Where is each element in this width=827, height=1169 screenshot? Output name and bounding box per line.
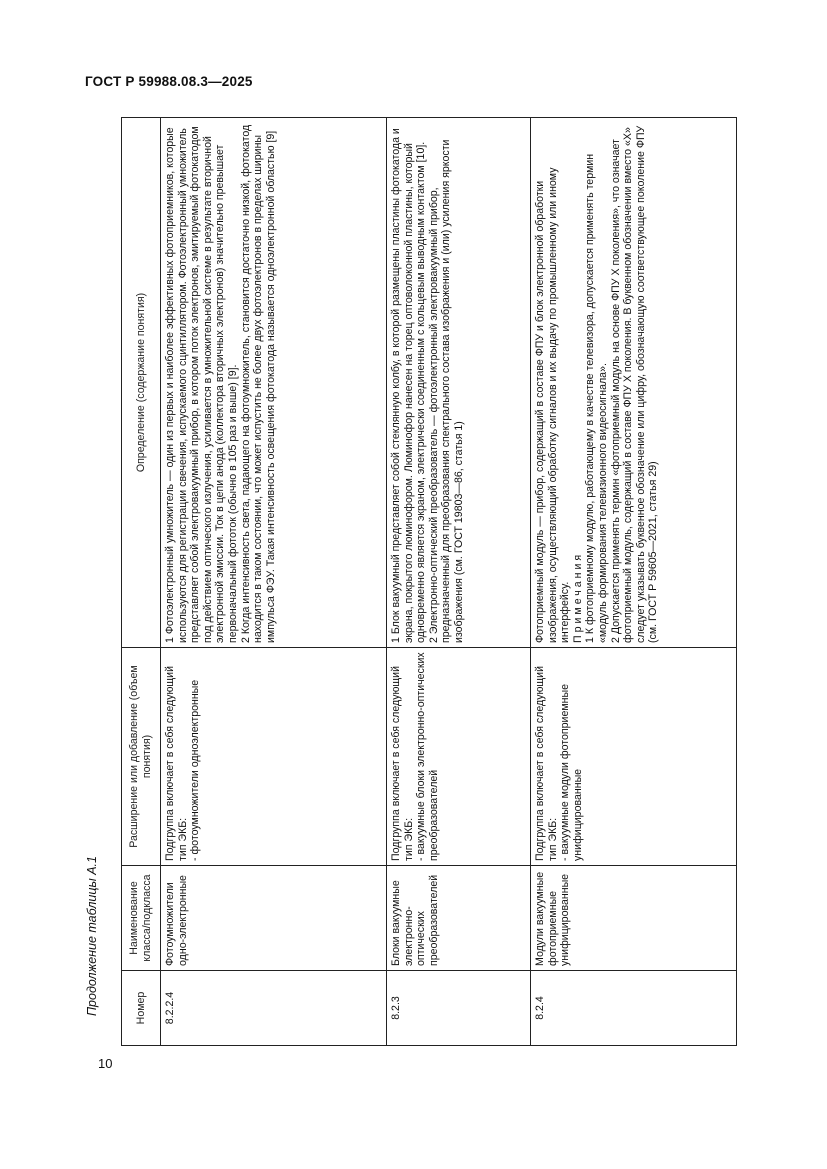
row-extension [387,648,531,866]
column-header-number: Номер [122,971,161,1046]
column-header-extension: Расширение или добавление (объем понятия) [122,648,161,866]
rotated-table-container [121,118,737,1046]
classification-table [121,117,737,1046]
extension-line: - фотоумножители одноэлектронные [189,679,202,861]
definition-note: 1 К фотоприемному модулю, работающему в качестве телевизора, допускается применять термин «модуль формирования телевизионного видеосигнала». [584,153,609,643]
extension-line: - вакуумные модули фотоприемные унифицированные [559,684,584,861]
row-number: 8.2.4 [531,971,737,1046]
row-name: Блоки вакуумные электронно-оптических преобразователей [387,866,531,971]
page-number: 10 [98,1056,113,1071]
row-definition [161,118,387,648]
extension-line: Подгруппа включает в себя следующий тип ЭКБ: [164,666,189,861]
definition-paragraph: 2 Когда интенсивность света, падающего на фотоумножитель, становится достаточно низкой, фотокатод находится в таком состоянии, что может испустить не более двух фотоэлектронов в пределах ширины импульса ФЭУ. Такая интенсивность освещения фотокатода называется одноэлектронной областью [9] [239,124,277,643]
definition-paragraph: Фотоприемный модуль — прибор, содержащий в составе ФПУ и блок электронной обработки изображения, осуществляющий обработку сигналов и их выдачу по промышленному или иному интерфейсу. [534,167,572,643]
column-header-definition: Определение (содержание понятия) [122,118,161,648]
row-number: 8.2.3 [387,971,531,1046]
extension-line: - вакуумные блоки электронно-оптических преобразователей [415,652,440,861]
table-header-row [122,118,161,1046]
column-header-name: Наименование класса/подкласса [122,866,161,971]
row-number: 8.2.2.4 [161,971,387,1046]
document-header: ГОСТ Р 59988.08.3—2025 [85,74,253,89]
definition-note: 2 Допускается применять термин «фотоприемный модуль на основе ФПУ X поколения», что означает фотоприемный модуль, содержащий в составе ФПУ X поколения. В буквенном обозначении вместо «X» следует указывать буквенное обозначение или цифру, обозначающую соответствующее поколение ФПУ (см. ГОСТ Р 59605—2021, статья 29) [609,125,660,643]
table-row [161,118,387,1046]
table-caption: Продолжение таблицы А.1 [85,856,99,1016]
definition-paragraph: 1 Фотоэлектронный умножитель — один из первых и наиболее эффективных фотоприемников, которые используются для регистрации свечения, испускаемого сцинтиллятором. Фотоэлектронный умножитель представляет собой электровакуумный прибор, в котором поток электронов, эмитируемый фотокатодом под действием оптического излучения, усиливается в умножительной системе в результате вторичной электронной эмиссии. Ток в цепи анода (коллектора вторичных электронов) значительно превышает первоначальный фототок (обычно в 105 раз и выше) [9]. [164,126,239,643]
table-row [531,118,737,1046]
extension-line: Подгруппа включает в себя следующий тип ЭКБ: [534,666,559,861]
row-definition [531,118,737,648]
row-name: Модули вакуумные фотоприемные унифицированные [531,866,737,971]
notes-label: Примечания [571,551,584,643]
definition-paragraph: 2 Электронно-оптический преобразователь — фотоэлектронный электровакуумный прибор, предназначенный для преобразования спектрального состава изображения и (или) усиления яркости изображения (см. ГОСТ 19803—86, статья 1) [427,139,465,643]
table-row [387,118,531,1046]
row-extension [161,648,387,866]
extension-line: Подгруппа включает в себя следующий тип ЭКБ: [390,666,415,861]
row-name: Фотоумножители одно-электронные [161,866,387,971]
definition-paragraph: 1 Блок вакуумный представляет собой стеклянную колбу, в которой размещены пластины фотокатода и экрана, покрытого люминофором. Люминофор нанесен на торец оптоволоконной пластины, который одновременно является экраном, электрически соединенным с кольцевым выводным контактом [10]. [390,128,428,643]
row-definition [387,118,531,648]
row-extension [531,648,737,866]
